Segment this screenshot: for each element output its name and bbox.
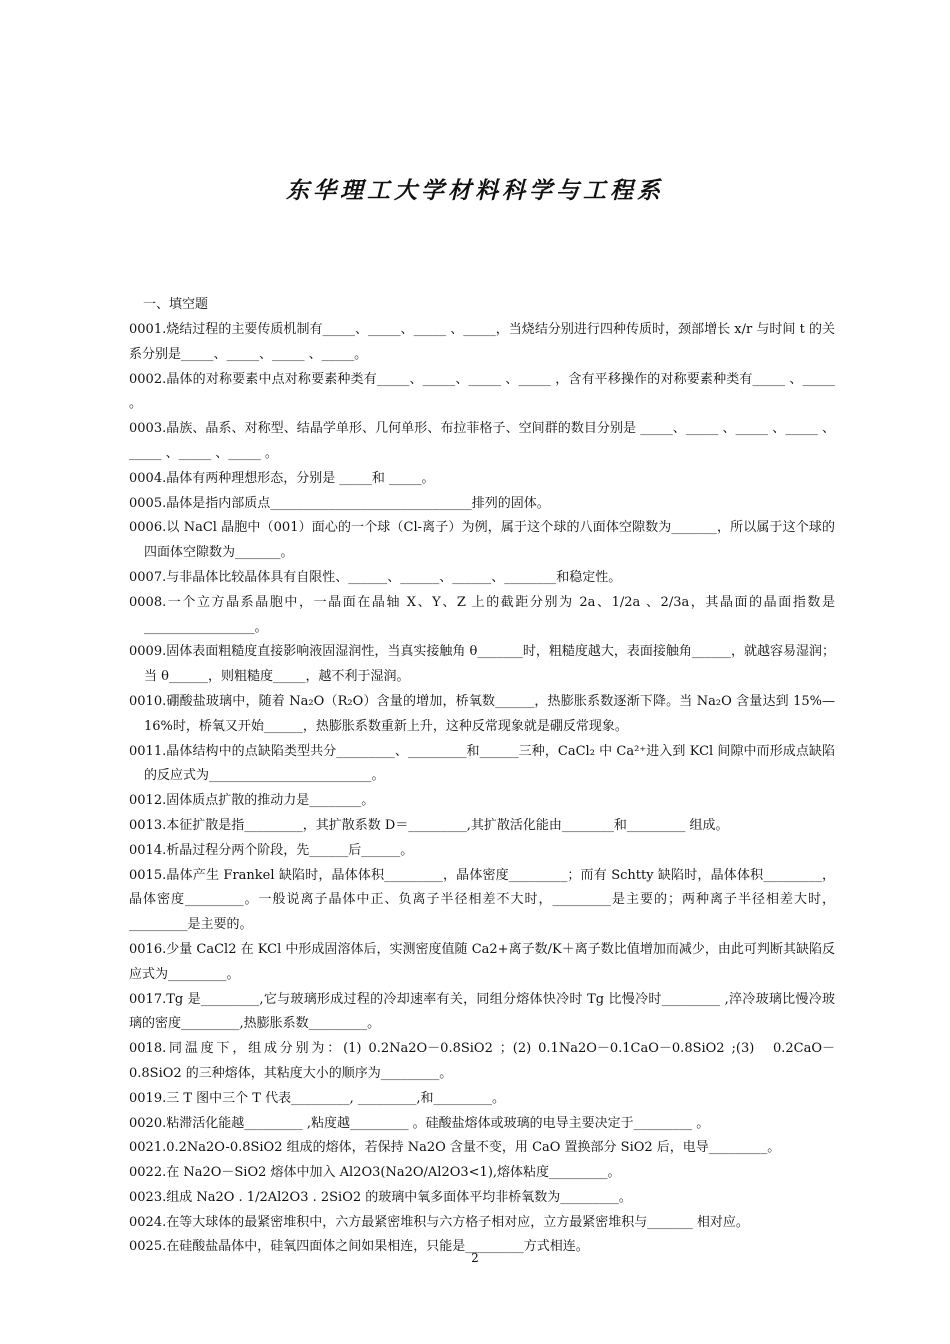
question-0010: 0010.硼酸盐玻璃中，随着 Na₂O（R₂O）含量的增加，桥氧数______，热膨胀系数逐渐下降。当 Na₂O 含量达到 15%—16%时，桥氧又开始______，热膨胀系数重新上升，这种反常现象就是硼反常现象。 (129, 693, 835, 734)
question-list (129, 294, 835, 1260)
question-0025: 0025.在硅酸盐晶体中，硅氧四面体之间如果相连，只能是_________方式相连。 (129, 1239, 589, 1255)
question-0001: 0001.烧结过程的主要传质机制有_____、_____、_____ 、_____，当烧结分别进行四种传质时，颈部增长 x/r 与时间 t 的关系分别是_____、_____、_____ 、_____。 (129, 322, 835, 362)
question-0006: 0006.以 NaCl 晶胞中（001）面心的一个球（Cl-离子）为例，属于这个球的八面体空隙数为_______，所以属于这个球的四面体空隙数为_______。 (129, 520, 835, 561)
question-0019: 0019.三 T 图中三个 T 代表_________, _________,和_________。 (129, 1090, 505, 1106)
question-0021: 0021.0.2Na2O-0.8SiO2 组成的熔体，若保持 Na2O 含量不变，用 CaO 置换部分 SiO2 后，电导_________。 (129, 1140, 781, 1156)
question-0004: 0004.晶体有两种理想形态，分别是 _____和 _____。 (129, 470, 435, 486)
question-0014: 0014.析晶过程分两个阶段，先______后______。 (129, 842, 414, 858)
question-0002: 0002.晶体的对称要素中点对称要素种类有_____、_____、_____ 、_____ ，含有平移操作的对称要素种类有_____ 、_____ 。 (129, 371, 835, 412)
question-0017: 0017.Tg 是_________,它与玻璃形成过程的冷却速率有关，同组分熔体快冷时 Tg 比慢冷时_________ ,淬冷玻璃比慢冷玻璃的密度_________,热膨胀系数_________。 (129, 991, 835, 1032)
page-number: 2 (471, 1251, 479, 1265)
question-0022: 0022.在 Na2O－SiO2 熔体中加入 Al2O3(Na2O/Al2O3<1),熔体粘度_________。 (129, 1165, 621, 1181)
question-0013: 0013.本征扩散是指_________，其扩散系数 D＝_________,其扩散活化能由________和_________ 组成。 (129, 817, 729, 833)
page-title: 东华理工大学材料科学与工程系 (286, 177, 664, 204)
question-0003: 0003.晶族、晶系、对称型、结晶学单形、几何单形、布拉菲格子、空间群的数目分别是 _____、_____ 、_____ 、_____ 、_____ 、_____ 、_____ 。 (129, 421, 835, 461)
question-0018: 0018.同温度下，组成分别为：(1) 0.2Na2O－0.8SiO2 ；(2) 0.1Na2O－0.1CaO－0.8SiO2 ;(3) 0.2CaO－0.8SiO2 的三种熔体，其粘度大小的顺序为_________。 (129, 1041, 835, 1081)
question-0023: 0023.组成 Na2O . 1/2Al2O3 . 2SiO2 的玻璃中氧多面体平均非桥氧数为_________。 (129, 1189, 632, 1205)
question-0016: 0016.少量 CaCl2 在 KCl 中形成固溶体后，实测密度值随 Ca2+离子数/K＋离子数比值增加而减少，由此可判断其缺陷反应式为_________。 (129, 941, 835, 982)
question-0007: 0007.与非晶体比较晶体具有自限性、______、______、______、________和稳定性。 (129, 569, 622, 585)
question-0008: 0008.一个立方晶系晶胞中，一晶面在晶轴 X、Y、Z 上的截距分别为 2a、1/2a 、2/3a，其晶面的晶面指数是_________________。 (129, 594, 835, 635)
section-heading: 一、填空题 (143, 297, 209, 312)
question-0012: 0012.固体质点扩散的推动力是________。 (129, 793, 375, 809)
question-0009: 0009.固体表面粗糙度直接影响液固湿润性，当真实接触角 θ_______时，粗糙度越大，表面接触角______，就越容易湿润；当 θ______，则粗糙度_____，越不利于湿润。 (129, 644, 835, 685)
question-0024: 0024.在等大球体的最紧密堆积中，六方最紧密堆积与六方格子相对应，立方最紧密堆积与_______ 相对应。 (129, 1214, 749, 1230)
question-0005: 0005.晶体是指内部质点_______________________________排列的固体。 (129, 495, 550, 511)
question-0011: 0011.晶体结构中的点缺陷类型共分_________、_________和______三种，CaCl₂ 中 Ca²⁺进入到 KCl 间隙中而形成点缺陷的反应式为_________________________。 (129, 743, 835, 784)
question-0020: 0020.粘滞活化能越_________ ,粘度越_________ 。硅酸盐熔体或玻璃的电导主要决定于_________ 。 (129, 1115, 710, 1131)
question-0015: 0015.晶体产生 Frankel 缺陷时，晶体体积_________，晶体密度_________；而有 Schtty 缺陷时，晶体体积_________，晶体密度_________。一般说离子晶体中正、负离子半径相差不大时，_________是主要的；两种离子半径相差大时，_________是主要的。 (129, 867, 835, 933)
